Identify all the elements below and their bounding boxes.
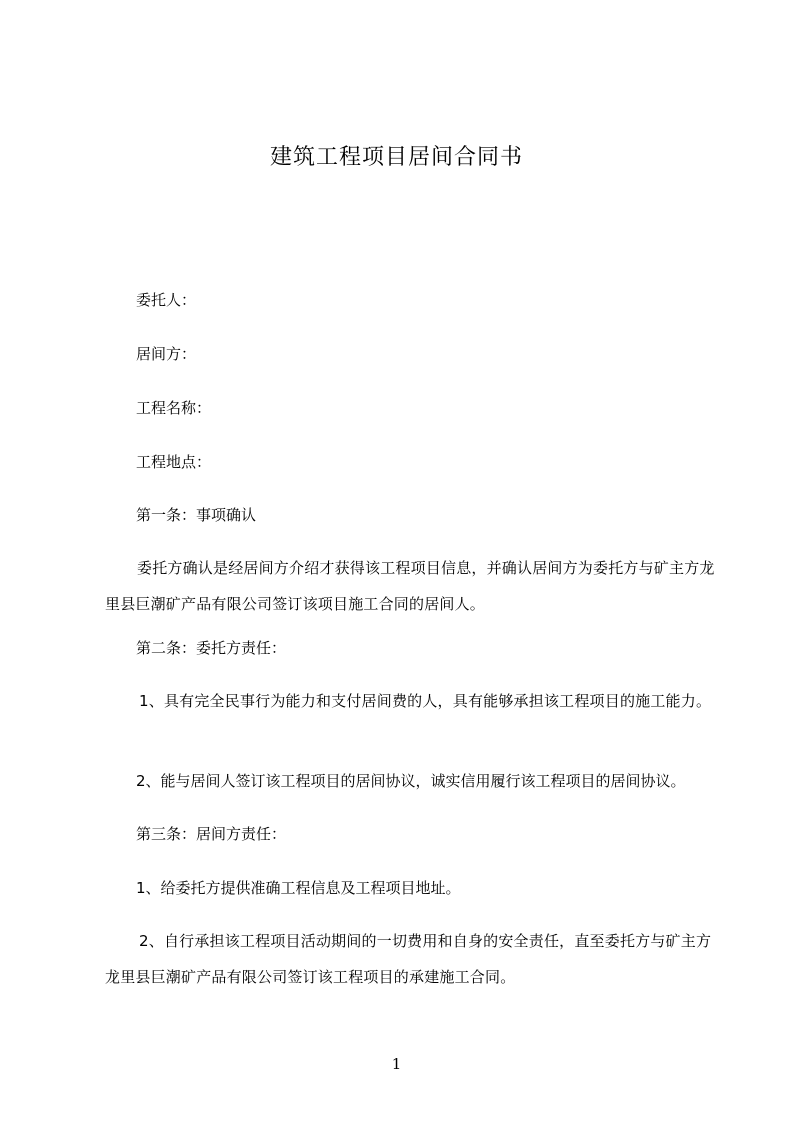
article3-item1: 1、给委托方提供准确工程信息及工程项目地址。 <box>136 879 461 897</box>
article3-heading: 第三条：居间方责任： <box>136 825 287 843</box>
field-project-location: 工程地点： <box>136 453 212 471</box>
page-number: 1 <box>391 1055 402 1073</box>
field-project-name: 工程名称： <box>136 399 212 417</box>
article2-item2: 2、能与居间人签订该工程项目的居间协议，诚实信用履行该工程项目的居间协议。 <box>136 772 686 790</box>
article1-heading: 第一条：事项确认 <box>136 506 257 524</box>
document-title: 建筑工程项目居间合同书 <box>269 145 523 170</box>
article3-item2: 2、自行承担该工程项目活动期间的一切费用和自身的安全责任，直至委托方与矿主方龙里县巨潮矿产品有限公司签订该工程项目的承建施工合同。 <box>105 932 712 986</box>
field-client: 委托人： <box>136 291 197 309</box>
article2-item1: 1、具有完全民事行为能力和支付居间费的人，具有能够承担该工程项目的施工能力。 <box>139 692 712 710</box>
article2-heading: 第二条：委托方责任： <box>136 639 287 657</box>
field-intermediary: 居间方： <box>136 345 197 363</box>
article1-text: 委托方确认是经居间方介绍才获得该工程项目信息，并确认居间方为委托方与矿主方龙里县巨潮矿产品有限公司签订该项目施工合同的居间人。 <box>105 559 715 613</box>
